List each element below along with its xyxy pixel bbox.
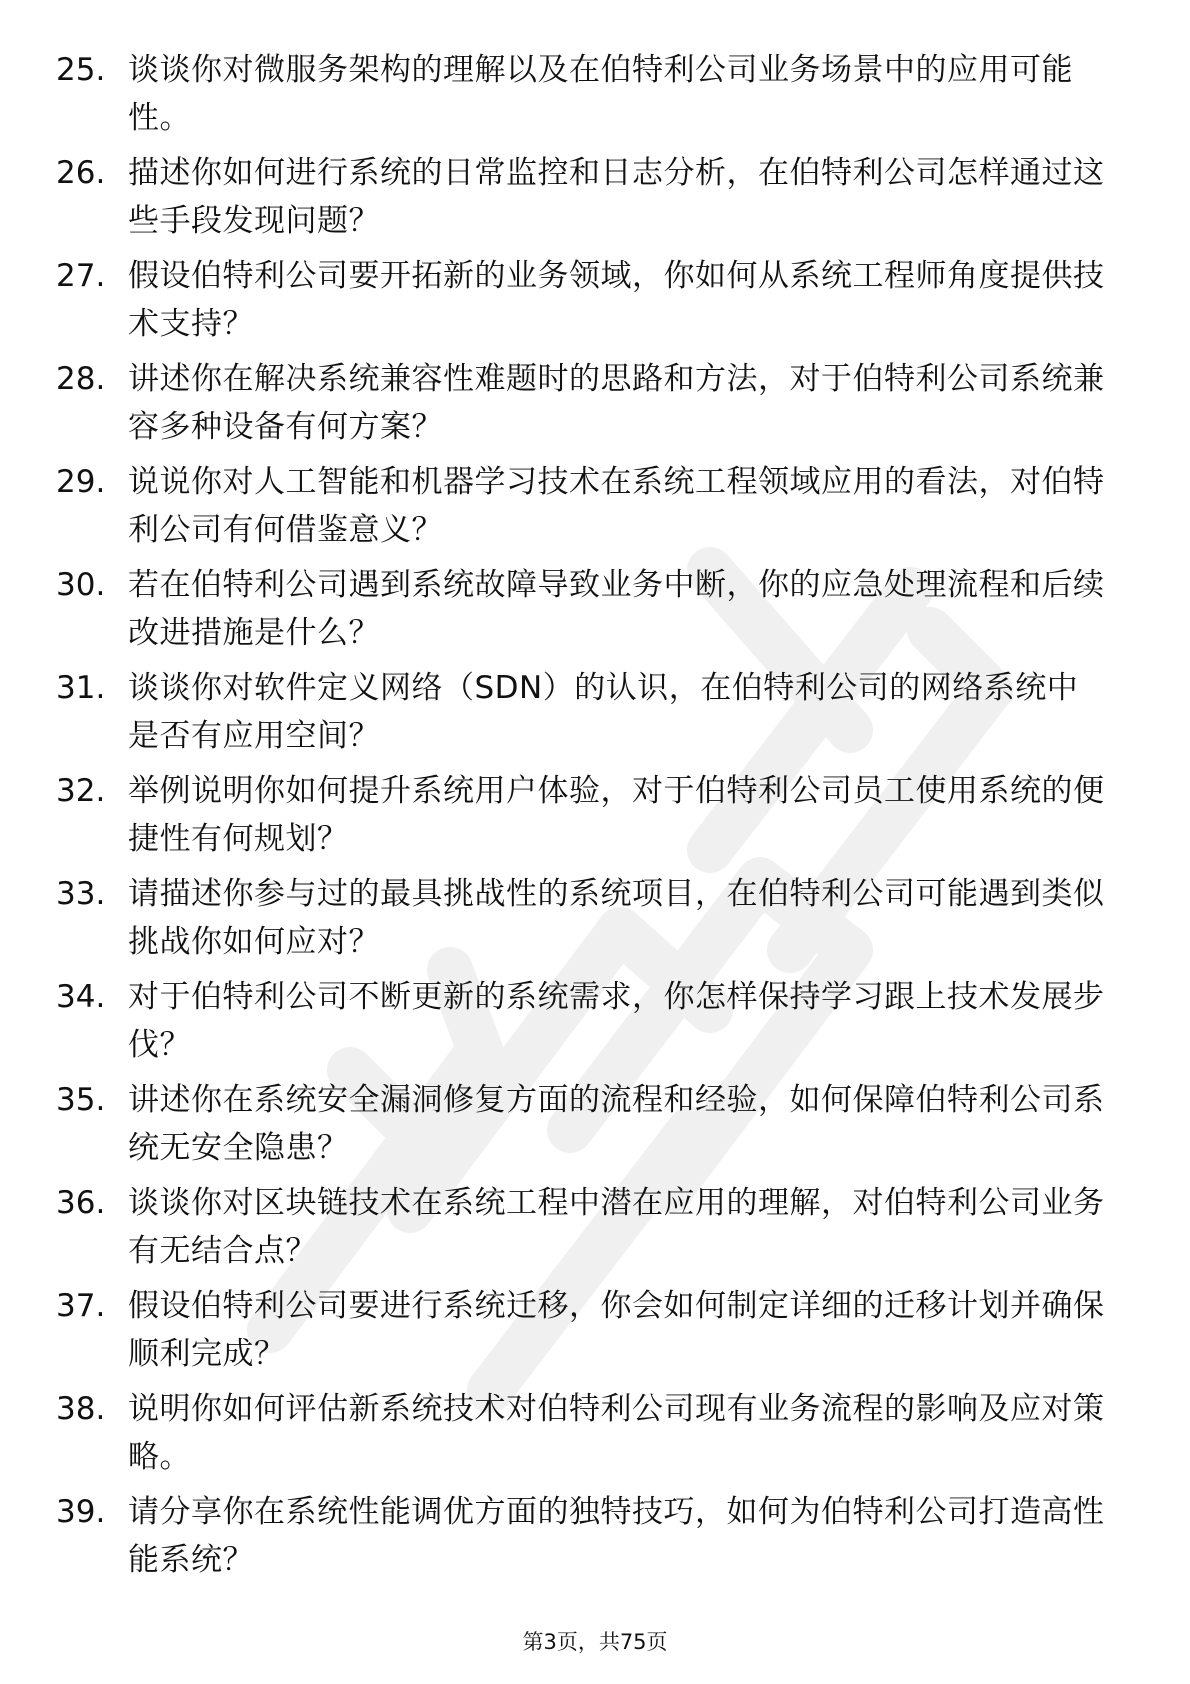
question-item: [0, 664, 1190, 767]
question-number: 34.: [56, 979, 106, 1015]
question-item: [0, 1385, 1190, 1488]
question-text: 请描述你参与过的最具挑战性的系统项目，在伯特利公司可能遇到类似挑战你如何应对？: [128, 876, 1105, 960]
question-text: 假设伯特利公司要开拓新的业务领域，你如何从系统工程师角度提供技术支持？: [128, 258, 1105, 342]
question-item: [0, 149, 1190, 252]
question-item: [0, 252, 1190, 355]
question-text: 讲述你在系统安全漏洞修复方面的流程和经验，如何保障伯特利公司系统无安全隐患？: [128, 1082, 1105, 1166]
question-text: 讲述你在解决系统兼容性难题时的思路和方法，对于伯特利公司系统兼容多种设备有何方案？: [128, 361, 1105, 445]
question-item: [0, 870, 1190, 973]
question-number: 27.: [56, 258, 106, 294]
question-number: 39.: [56, 1494, 106, 1530]
question-text: 请分享你在系统性能调优方面的独特技巧，如何为伯特利公司打造高性能系统？: [128, 1494, 1105, 1578]
question-number: 26.: [56, 155, 106, 191]
question-item: [0, 1179, 1190, 1282]
question-item: [0, 561, 1190, 664]
question-item: [0, 46, 1190, 149]
question-number: 29.: [56, 464, 106, 500]
question-text: 谈谈你对微服务架构的理解以及在伯特利公司业务场景中的应用可能性。: [128, 52, 1073, 136]
question-item: [0, 1076, 1190, 1179]
question-text: 说说你对人工智能和机器学习技术在系统工程领域应用的看法，对伯特利公司有何借鉴意义？: [128, 464, 1105, 548]
question-text: 举例说明你如何提升系统用户体验，对于伯特利公司员工使用系统的便捷性有何规划？: [128, 773, 1105, 857]
question-text: 假设伯特利公司要进行系统迁移，你会如何制定详细的迁移计划并确保顺利完成？: [128, 1288, 1105, 1372]
question-item: [0, 1282, 1190, 1385]
question-item: [0, 355, 1190, 458]
question-text: 若在伯特利公司遇到系统故障导致业务中断，你的应急处理流程和后续改进措施是什么？: [128, 567, 1105, 651]
question-text: 谈谈你对软件定义网络（SDN）的认识，在伯特利公司的网络系统中是否有应用空间？: [128, 670, 1079, 754]
question-text: 对于伯特利公司不断更新的系统需求，你怎样保持学习跟上技术发展步伐？: [128, 979, 1105, 1063]
question-item: [0, 1488, 1190, 1591]
question-number: 25.: [56, 52, 106, 88]
question-text: 谈谈你对区块链技术在系统工程中潜在应用的理解，对伯特利公司业务有无结合点？: [128, 1185, 1105, 1269]
question-text: 描述你如何进行系统的日常监控和日志分析，在伯特利公司怎样通过这些手段发现问题？: [128, 155, 1105, 239]
question-number: 32.: [56, 773, 106, 809]
question-item: [0, 767, 1190, 870]
question-number: 35.: [56, 1082, 106, 1118]
question-number: 30.: [56, 567, 106, 603]
question-number: 31.: [56, 670, 106, 706]
question-item: [0, 973, 1190, 1076]
question-text: 说明你如何评估新系统技术对伯特利公司现有业务流程的影响及应对策略。: [128, 1391, 1105, 1475]
question-number: 28.: [56, 361, 106, 397]
question-number: 38.: [56, 1391, 106, 1427]
question-number: 33.: [56, 876, 106, 912]
question-number: 37.: [56, 1288, 106, 1324]
question-list: [0, 46, 1190, 1591]
page-number-footer: 第3页，共75页: [522, 1630, 668, 1654]
question-number: 36.: [56, 1185, 106, 1221]
question-item: [0, 458, 1190, 561]
